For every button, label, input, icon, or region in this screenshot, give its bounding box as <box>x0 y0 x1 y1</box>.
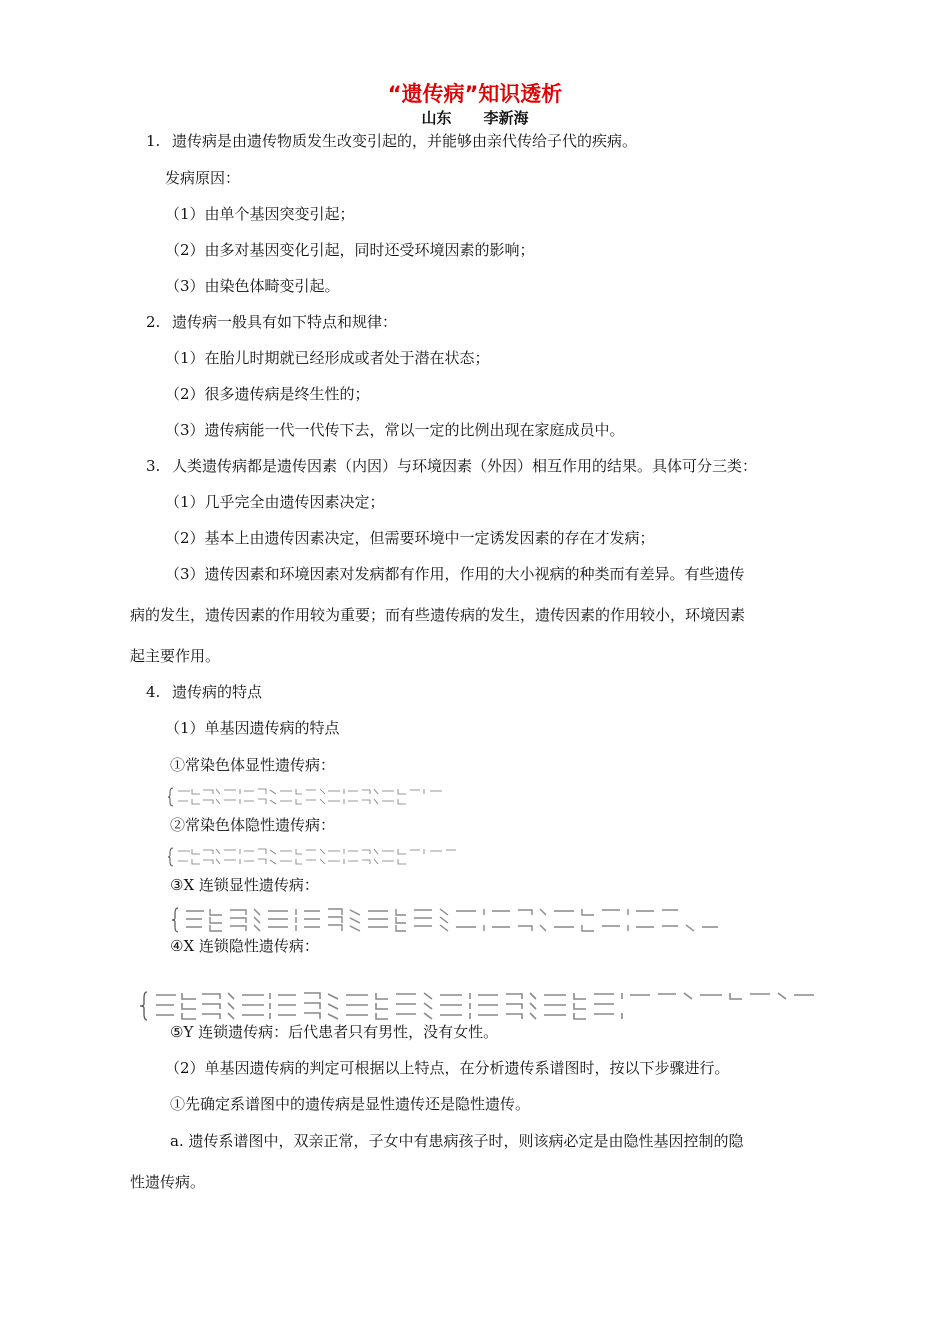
author-line <box>0 107 950 128</box>
document-title: “遗传病”知识透析 <box>387 82 563 106</box>
paragraph-2 <box>146 312 397 332</box>
cause-item-1: （1）由单个基因突变引起； <box>165 205 355 223</box>
autosomal-dominant-heading: ①常染色体显性遗传病： <box>170 756 336 774</box>
cause-heading: 发病原因： <box>165 169 241 187</box>
step-a-line-2: 性遗传病。 <box>130 1173 206 1191</box>
single-gene-heading: （1）单基因遗传病的特点 <box>165 719 340 737</box>
feature-item-3: （3）遗传病能一代一代传下去，常以一定的比例出现在家庭成员中。 <box>165 421 625 439</box>
type-item-1: （1）几乎完全由遗传因素决定； <box>165 493 385 511</box>
autosomal-recessive-heading: ②常染色体隐性遗传病： <box>170 816 336 834</box>
feature-item-2: （2）很多遗传病是终生性的； <box>165 385 370 403</box>
autosomal-dominant-brace-image <box>168 786 468 808</box>
judgement-line: （2）单基因遗传病的判定可根据以上特点，在分析遗传系谱图时，按以下步骤进行。 <box>165 1059 730 1077</box>
paragraph-number: 3. <box>146 457 161 475</box>
cause-item-2: （2）由多对基因变化引起，同时还受环境因素的影响； <box>165 241 535 259</box>
paragraph-number: 4. <box>146 683 161 701</box>
author-name: 李新海 <box>483 109 529 127</box>
paragraph-text: 人类遗传病都是遗传因素（内因）与环境因素（外因）相互作用的结果。具体可分三类： <box>172 457 758 475</box>
feature-item-1: （1）在胎儿时期就已经形成或者处于潜在状态； <box>165 349 490 367</box>
step-a-line-1: a. 遗传系谱图中，双亲正常，子女中有患病孩子时，则该病必定是由隐性基因控制的隐 <box>170 1132 744 1150</box>
paragraph-text: 遗传病的特点 <box>172 683 263 701</box>
paragraph-text: 遗传病是由遗传物质发生改变引起的，并能够由亲代传给子代的疾病。 <box>172 132 638 150</box>
paragraph-1 <box>146 131 637 151</box>
type-item-2: （2）基本上由遗传因素决定，但需要环境中一定诱发因素的存在才发病； <box>165 529 655 547</box>
autosomal-recessive-brace-image <box>168 846 468 868</box>
x-dominant-heading: ③X 连锁显性遗传病： <box>170 876 319 894</box>
type-item-3-line-2: 病的发生，遗传因素的作用较为重要；而有些遗传病的发生，遗传因素的作用较小，环境因素 <box>130 606 746 624</box>
x-recessive-brace-image <box>140 990 830 1022</box>
step-1-line: ①先确定系谱图中的遗传病是显性遗传还是隐性遗传。 <box>170 1095 531 1113</box>
paragraph-number: 1. <box>146 132 161 150</box>
x-recessive-heading: ④X 连锁隐性遗传病： <box>170 937 319 955</box>
author-place: 山东 <box>421 109 452 127</box>
paragraph-3 <box>146 456 757 476</box>
type-item-3-line-3: 起主要作用。 <box>130 647 221 665</box>
paragraph-number: 2. <box>146 313 161 331</box>
paragraph-4 <box>146 682 262 702</box>
type-item-3-line-1: （3）遗传因素和环境因素对发病都有作用，作用的大小视病的种类而有差异。有些遗传 <box>165 565 745 583</box>
cause-item-3: （3）由染色体畸变引起。 <box>165 277 340 295</box>
x-dominant-brace-image <box>172 906 732 934</box>
y-linked-line: ⑤Y 连锁遗传病：后代患者只有男性，没有女性。 <box>170 1023 499 1041</box>
paragraph-text: 遗传病一般具有如下特点和规律： <box>172 313 398 331</box>
